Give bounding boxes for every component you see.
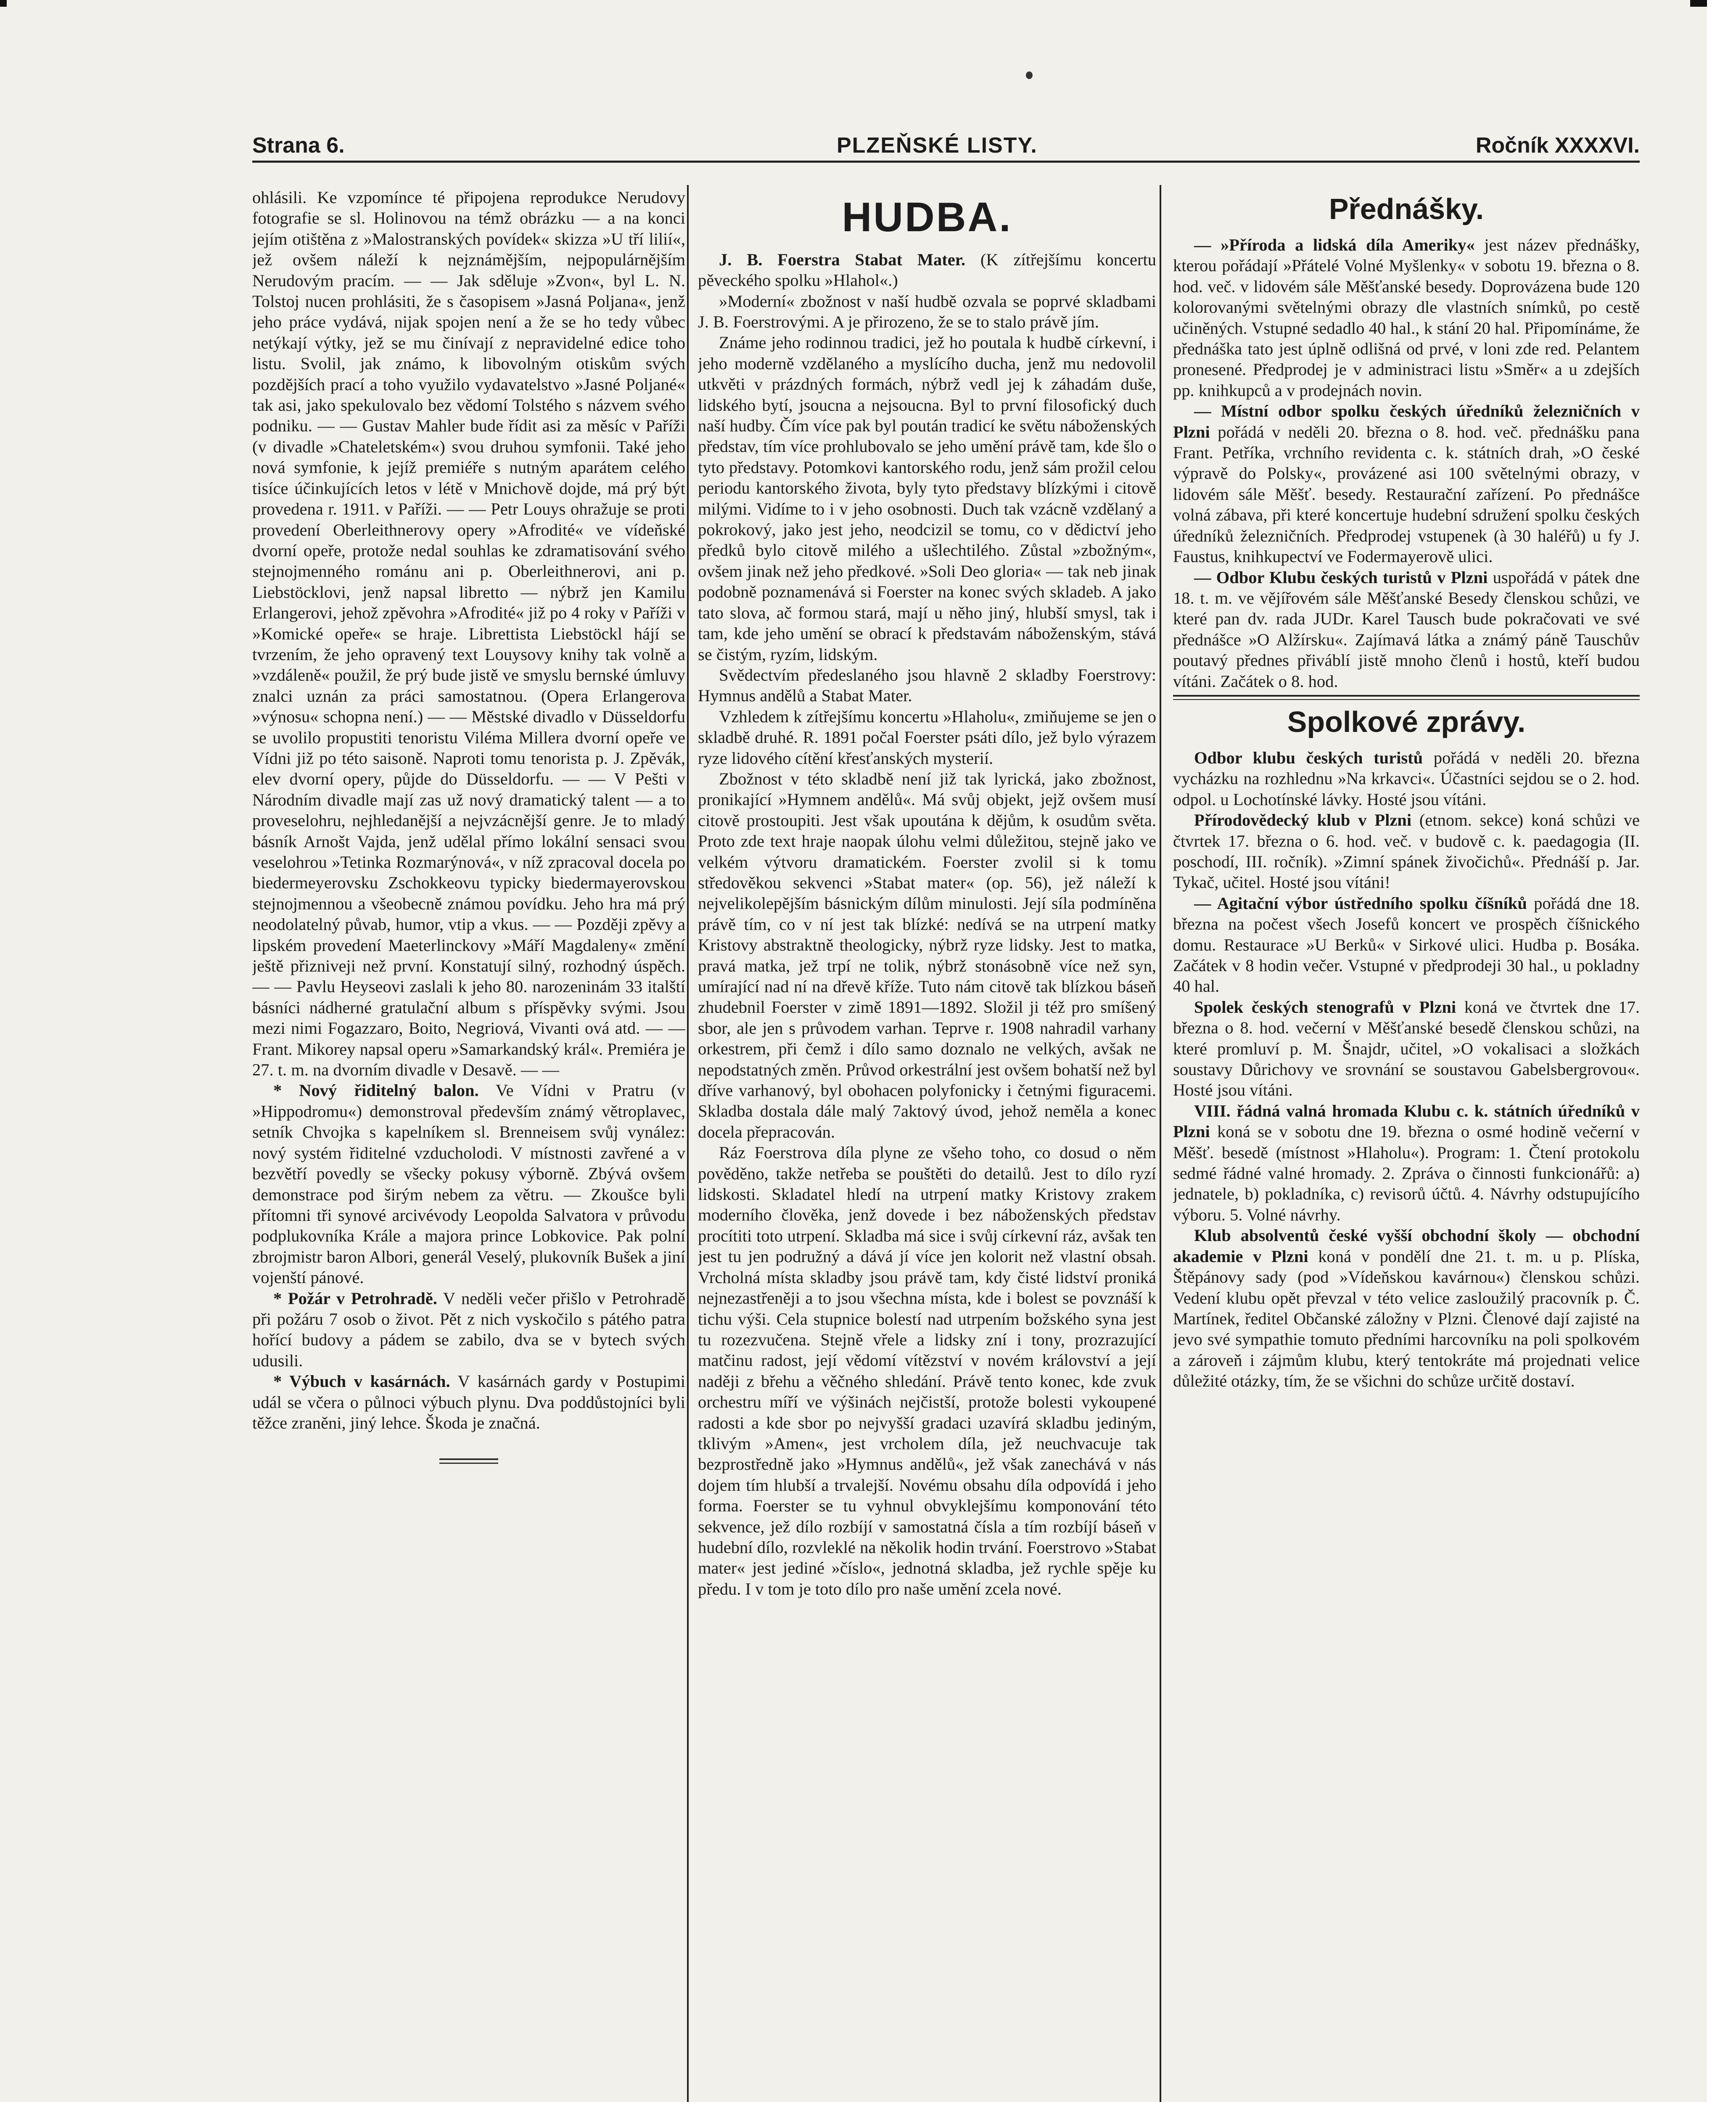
article-fire <box>252 1288 685 1371</box>
lecture-body: pořádá v neděli 20. března o 8. hod. več. přednášku pana Frant. Petříka, vrchního revidenta c. k. státních drah, »O české výpravě do Polsky«, provázené asi 100 světelnými obrazy, v lidovém sále Měšť. besedy. Restaurační zařízení. Po přednášce volná zábava, při které koncertuje hudební sdružení spolku českých úředníků železničních. Předprodej vstupenek (à 30 haléřů) u fy J. Faustus, knihkupectví ve Fodermayerově ulici. <box>1173 422 1640 566</box>
section-title-music: HUDBA. <box>842 194 1012 240</box>
newspaper-title: PLZEŇSKÉ LISTY. <box>837 133 1038 158</box>
club-item <box>1173 1101 1640 1225</box>
column-divider <box>1160 185 1161 2102</box>
section-divider <box>1173 695 1640 700</box>
scan-corner-mark <box>0 0 7 7</box>
section-title-lectures: Přednášky. <box>1329 193 1484 225</box>
lecture-heading: — Odbor Klubu českých turistů v Plzni <box>1194 568 1488 587</box>
lecture-heading: — Místní odbor spolku českých úředníků železničních v Plzni <box>1173 401 1640 441</box>
club-heading: Přírodovědecký klub v Plzni <box>1194 811 1412 830</box>
article-body: V neděli večer přišlo v Petrohradě při požáru 7 osob o život. Pět z nich vyskočilo s pátého patra hořící budovy a pádem se zabilo, dva se v bytech svých udusili. <box>252 1289 685 1370</box>
column-1 <box>252 187 685 2102</box>
article-body: V kasárnách gardy v Postupimi udál se včera o půlnoci výbuch plynu. Dva poddůstojníci byli těžce zraněni, jiný lehce. Škoda je značná. <box>252 1372 685 1432</box>
page-number: Strana 6. <box>252 133 345 158</box>
lecture-body: uspořádá v pátek dne 18. t. m. ve vějířovém sále Měšťanské Besedy členskou schůzi, ve které pan dv. rada JUDr. Karel Tausch bude pokračovati ve své přednášce »O Alžírsku«. Zajímavá látka a známý páně Tauschův poutavý přednes přiváblí jistě mnoho členů i hostů, kteří budou vítáni. Začátek o 8. hod. <box>1173 568 1640 691</box>
article-stabat-mater-intro <box>698 249 1156 291</box>
end-ornament <box>439 1458 498 1460</box>
section-title-club-news: Spolkové zprávy. <box>1287 705 1526 738</box>
club-item <box>1173 997 1640 1101</box>
club-body: koná ve čtvrtek dne 17. března o 8. hod. večerní v Měšťanské besedě členskou schůzi, na které promluví p. M. Šnajdr, učitel, »O vokalisaci a složkách soustavy Důrichovy ve srovnání se soustavou Gabelsbergrovou«. Hosté jsou vítáni. <box>1173 997 1640 1100</box>
lecture-body: jest název přednášky, kterou pořádají »Přátelé Volné Myšlenky« v sobotu 19. března o 8. hod. več. v lidovém sále Měšťanské besedy. Doprovázena bude 120 kolorovanými světelnými obrazy dle vlastních snímků, po cestě učiněných. Vstupné sedadlo 40 hal., k stání 20 hal. Připomínáme, že přednáška tato jest úplně odlišná od prvé, v loni zde red. Pelantem pronesené. Předprodej je v administraci listu »Směr« a u zdejších pp. knihkupců a v prodejnách novin. <box>1173 235 1640 400</box>
article-explosion <box>252 1371 685 1433</box>
column-2 <box>698 187 1156 2102</box>
club-body: (etnom. sekce) koná schůzi ve čtvrtek 17. března o 6. hod. več. v budově c. k. paedagogia (II. poschodí, III. ročník). »Zimní spánek živočichů«. Přednáší p. Jar. Tykač, učitel. Hosté jsou vítáni! <box>1173 811 1640 892</box>
article-heading: * Požár v Petrohradě. <box>273 1289 437 1308</box>
article-cultural-news: ohlásili. Ke vzpomínce té připojena reprodukce Nerudovy fotografie se sl. Holinovou na témž obrázku — a na konci jejím otištěna z »Malostranských povídek« skizza »U tří lilií«, jež ovšem náleží k nejznámějším, nejpopulárnějším Nerudovým pracím. — — Jak sděluje »Zvon«, byl L. N. Tolstoj nucen prohlásiti, že s časopisem »Jasná Poljana«, jenž jeho práce vydává, nijak spojen není a že se ho tedy vůbec netýkají výtky, jež se mu činívají z nepravidelné edice toho listu. Svolil, jak známo, k libovolným otiskům svých pozdějších prací a toho využilo vydavatelstvo »Jasné Poljané« tak asi, jako spekulovalo bez vědomí Tolstého s názvem svého podniku. — — Gustav Mahler bude řídit asi za měsíc v Paříži (v divadle »Chateletském«) svou druhou symfonii. Také jeho nová symfonie, k jejíž premiéře s nutným aparátem celého tisíce účinkujících letos v létě v Mnichově dojde, má prý být provedena r. 1911. v Paříži. — — Petr Louys ohražuje se proti provedení Oberleithnerovy opery »Afrodité« ve vídeňské dvorní opeře, protože nedal souhlas ke zdramatisování svého stejnojmenného románu ani p. Oberleithnerovi, ani p. Liebstöcklovi, jenž napsal libretto — nýbrž jen Kamilu Erlangerovi, jehož zpěvohra »Afrodité« již po 4 roky v Paříži v »Komické opeře« se hraje. Librettista Liebstöckl hájí se tvrzením, že jeho opravený text Louysovy knihy tak volně a »vzdáleně« použil, že prý bude jistě ve smyslu bernské úmluvy znalci uznán za práci samostatnou. (Opera Erlangerova »výnosu« schopna není.) — — Městské divadlo v Düsseldorfu se uvolilo propustiti tenoristu Viléma Millera dvorní opeře ve Vídni již po této saisoně. Naproti tomu tenorista p. J. Zpěvák, elev dvorní opery, půjde do Düsseldorfu. — — V Pešti v Národním divadle mají zas už nový dramatický talent — a to proveselohru, nejhledanější a nejvzácnější genre. Je to mladý básník Arnošt Vajda, jenž udělal přímo lokální sensaci svou veselohrou »Tetinka Rozmarýnová«, v níž zpracoval docela po biedermeyerovsku Zschokkeovu typicky biedermayerovskou stejnojmennou a všeobecně známou povídku. Jeho hra má prý neodolatelný půvab, humor, vtip a vkus. — — Později zpěvy a lipském provedení Maeterlinckovy »Máří Magdaleny« změní ještě přizniveji než první. Konstatují silný, rozhodný úspěch. — — Pavlu Heyseovi zaslali k jeho 80. narozeninám 33 italští básníci nádherné gratulační album s příspěvky svými. Jsou mezi nimi Fogazzaro, Boito, Negriová, Vivanti ová atd. — — Frant. Mikorey napsal operu »Samarkandský král«. Premiéra je 27. t. m. na dvorním divadle v Desavě. — — <box>252 188 685 1080</box>
column-divider <box>687 185 689 2102</box>
scan-margin <box>1708 0 1736 2102</box>
article-heading: * Výbuch v kasárnách. <box>273 1372 450 1391</box>
lecture-item <box>1173 401 1640 567</box>
lecture-heading: — »Příroda a lidská díla Ameriky« <box>1194 235 1475 254</box>
paragraph: Ráz Foerstrova díla plyne ze všeho toho, co dosud o něm pověděno, takže netřeba se pouštěti do detailů. Jest to dílo ryzí lidskosti. Skladatel hledí na utrpení matky Kristovy zrakem moderního člověka, jenž dovede i bez náboženských představ procítiti toto utrpení. Skladba má sice i svůj církevní ráz, avšak ten jest tu jen podružný a dává jí více jen kolorit než vlastní obsah. Vrcholná místa skladby jsou právě tam, kdy čisté lidství proniká nejnezastřeněji a to jsou všechna místa, kde i bolest se povznáší k tichu výši. Cela stupnice bolestí nad utrpením božského syna jest tu rozezvučena. Stejně vřele a lidsky zní i tony, prozrazující matčinu radost, její vědomí vítězství v novém království a její naději z břehu a věčného shledání. Právě tento konec, kde zvuk orchestru míří ve výšinách nejčistší, protože bolesti vykoupené radosti a kde sbor po nejvyšší gradaci uzavírá skladbu jediným, tklivým »Amen«, jest vrcholem díla, jež neuchvacuje tak bezprostředně jako »Hymnus andělů«, jež však zanechává v nás dojem tím hlubší a trvalejší. Novému obsahu díla odpovídá i jeho forma. Foerster se tu vyhnul obvyklejšímu komponování této sekvence, jež dílo rozbíjí v samostatná čísla a tím rozbíjí báseň v hudební dílo, rozvleklé na několik hodin trvání. Foerstrovo »Stabat mater« jest jediné »číslo«, jednotná skladba, jež rychle spěje ku předu. I v tom je toto dílo pro naše umění zcela nové. <box>698 1143 1156 1598</box>
paragraph: Vzhledem k zítřejšímu koncertu »Hlaholu«, zmiňujeme se jen o skladbě druhé. R. 1891 počal Foerster psáti dílo, jež bylo výrazem ryze lidového cítění křesťanských mysterií. <box>698 707 1156 768</box>
ink-dot <box>1026 71 1033 79</box>
paragraph: Známe jeho rodinnou tradici, jež ho poutala k hudbě církevní, i jeho moderně vzdělaného a myslícího ducha, jenž mu nedovolil utkvěti v prázdných formách, nýbrž vedl jej k záhadám duše, lidského bytí, jsoucna a nejsoucna. Byl to první filosofický duch naší hudby. Čím více pak byl poután tradicí ke světu náboženských představ, tím více prohlubovalo se jeho umění právě tam, kde šlo o tyto představy. Potomkovi kantorského rodu, jenž sám prožil celou periodu kantorského života, byly tyto představy blízkými i citově milými. Vidíme to i v jeho osobnosti. Duch tak vzácně vzdělaný a pokrokový, jako jest jeho, neodcizil se tomu, co v dědictví jeho předků bylo citově milého a ušlechtilého. Zůstal »zbožným«, ovšem jinak než jeho předkové. »Soli Deo gloria« — tak neb jinak podobně poznamenává si Foerster na konec svých skladeb. A jako tato slova, ač formou stará, mají u něho jiný, hlubší smysl, tak i tam, kde jeho umění se obrací k představám náboženským, stává se čistým, ryzím, lidským. <box>698 333 1156 664</box>
end-ornament <box>439 1463 498 1464</box>
club-item <box>1173 747 1640 810</box>
club-body: koná se v sobotu dne 19. března o osmé hodině večerní v Měšť. besedě (místnost »Hlaholu«). Program: 1. Čtení protokolu sedmé řádné valné hromady. 2. Zpráva o činnosti funkcionářů: a) jednatele, b) pokladníka, c) revisorů účtů. 4. Návrhy odstupujícího výboru. 5. Volné návrhy. <box>1173 1122 1640 1224</box>
lecture-item <box>1173 567 1640 692</box>
club-heading: Odbor klubu českých turistů <box>1194 748 1423 767</box>
club-body: koná v pondělí dne 21. t. m. u p. Plíska, Štěpánovy sady (pod »Vídeňskou kavárnou«) členskou schůzi. Vedení klubu opět převzal v této velice zasloužilý pracovník p. Č. Martínek, ředitel Občanské záložny v Plzni. Členové dají zajisté na jevo své sympathie tomuto předními harcovníku na poli spolkovém a zároveň i zájmům klubu, který tentokráte má projednati velice důležité otázky, tím, že se všichni do schůze určitě dostaví. <box>1173 1246 1640 1391</box>
scan-corner-mark <box>1690 0 1707 7</box>
club-heading: — Agitační výbor ústředního spolku číšníků <box>1194 893 1527 913</box>
article-body: (K zítřejšímu koncertu pěveckého spolku »Hlahol«.) <box>698 250 1156 290</box>
volume-number: Ročník XXXXVI. <box>1475 133 1640 158</box>
club-heading: Klub absolventů české vyšší obchodní školy — obchodní akademie v Plzni <box>1173 1226 1640 1266</box>
club-item <box>1173 893 1640 997</box>
lecture-item <box>1173 235 1640 401</box>
article-heading: J. B. Foerstra Stabat Mater. <box>719 250 966 269</box>
club-item <box>1173 810 1640 893</box>
article-airship <box>252 1080 685 1288</box>
club-body: pořádá dne 18. března na počest všech Josefů koncert ve prospěch číšnického domu. Restaurace »U Berků« v Sirkové ulici. Hudba p. Bosáka. Začátek v 8 hodin večer. Vstupné v předprodeji 30 hal., u pokladny 40 hal. <box>1173 893 1640 996</box>
article-body: Ve Vídni v Pratru (v »Hippodromu«) demonstroval především známý větroplavec, setník Chvojka s kapelníkem sl. Brenneisem svůj vynález: nový systém řiditelné vzducholodi. V místnosti zavřené a v bezvětří povedly se všecky pokusy výborně. Zbývá ovšem demonstrace pod širým nebem za větru. — Zkoušce byli přítomni tři synové arcivévody Leopolda Salvatora v průvodu podplukovníka Krále a majora prince Lobkovice. Pak polní zbrojmistr baron Albori, generál Veselý, plukovník Bušek a jiní vojenští pánové. <box>252 1081 685 1287</box>
club-heading: VIII. řádná valná hromada Klubu c. k. státních úředníků v Plzni <box>1173 1101 1640 1141</box>
header-rule <box>252 161 1640 163</box>
club-body: pořádá v neděli 20. března vycházku na rozhlednu »Na krkavci«. Účastníci sejdou se o 2. hod. odpol. u Lochotínské lávky. Hosté jsou vítáni. <box>1173 748 1640 809</box>
club-heading: Spolek českých stenografů v Plzni <box>1194 997 1456 1017</box>
column-3 <box>1173 187 1640 2102</box>
club-item <box>1173 1225 1640 1391</box>
paragraph: Svědectvím předeslaného jsou hlavně 2 skladby Foerstrovy: Hymnus andělů a Stabat Mater. <box>698 665 1156 705</box>
article-heading: * Nový řiditelný balon. <box>273 1081 479 1100</box>
paragraph: Zbožnost v této skladbě není již tak lyrická, jako zbožnost, pronikající »Hymnem andělů«. Má svůj objekt, jejž ovšem musí citově prostoupiti. Jest však upoutána k dějům, k osudům světa. Proto zde text hraje naopak úlohu velmi důležitou, stejně jako ve velkém výtvoru dramatickém. Foerster zvolil si k tomu středověkou sekvenci »Stabat mater« (op. 56), jež náleží k nejvelikolepějším básnickým dílům minulosti. Její síla podmíněna právě tím, co v ní jest tak blízké: nedívá se na utrpení matky Kristovy abstraktně theologicky, nýbrž ryze lidsky. Jest to matka, pravá matka, jež trpí ne tolik, nýbrž stonásobně více než syn, umírající nad ní na dřevě kříže. Tuto nám citově tak blízkou báseň zhudebnil Foerster v zimě 1891—1892. Složil ji též pro smíšený sbor, ale jen s průvodem varhan. Teprve r. 1908 nahradil varhany orkestrem, při čemž i dílo samo doznalo ne velkých, avšak ne nepodstatných změn. Průvod orkestrální jest ovšem bohatší než byl dříve varhanový, byl obohacen polyfonicky i četnými figuracemi. Skladba dostala dále malý 7aktový úvod, jehož neměla a konec docela přepracován. <box>698 769 1156 1141</box>
paragraph: »Moderní« zbožnost v naší hudbě ozvala se poprvé skladbami J. B. Foerstrovými. A je přirozeno, že se to stalo právě jím. <box>698 291 1156 332</box>
